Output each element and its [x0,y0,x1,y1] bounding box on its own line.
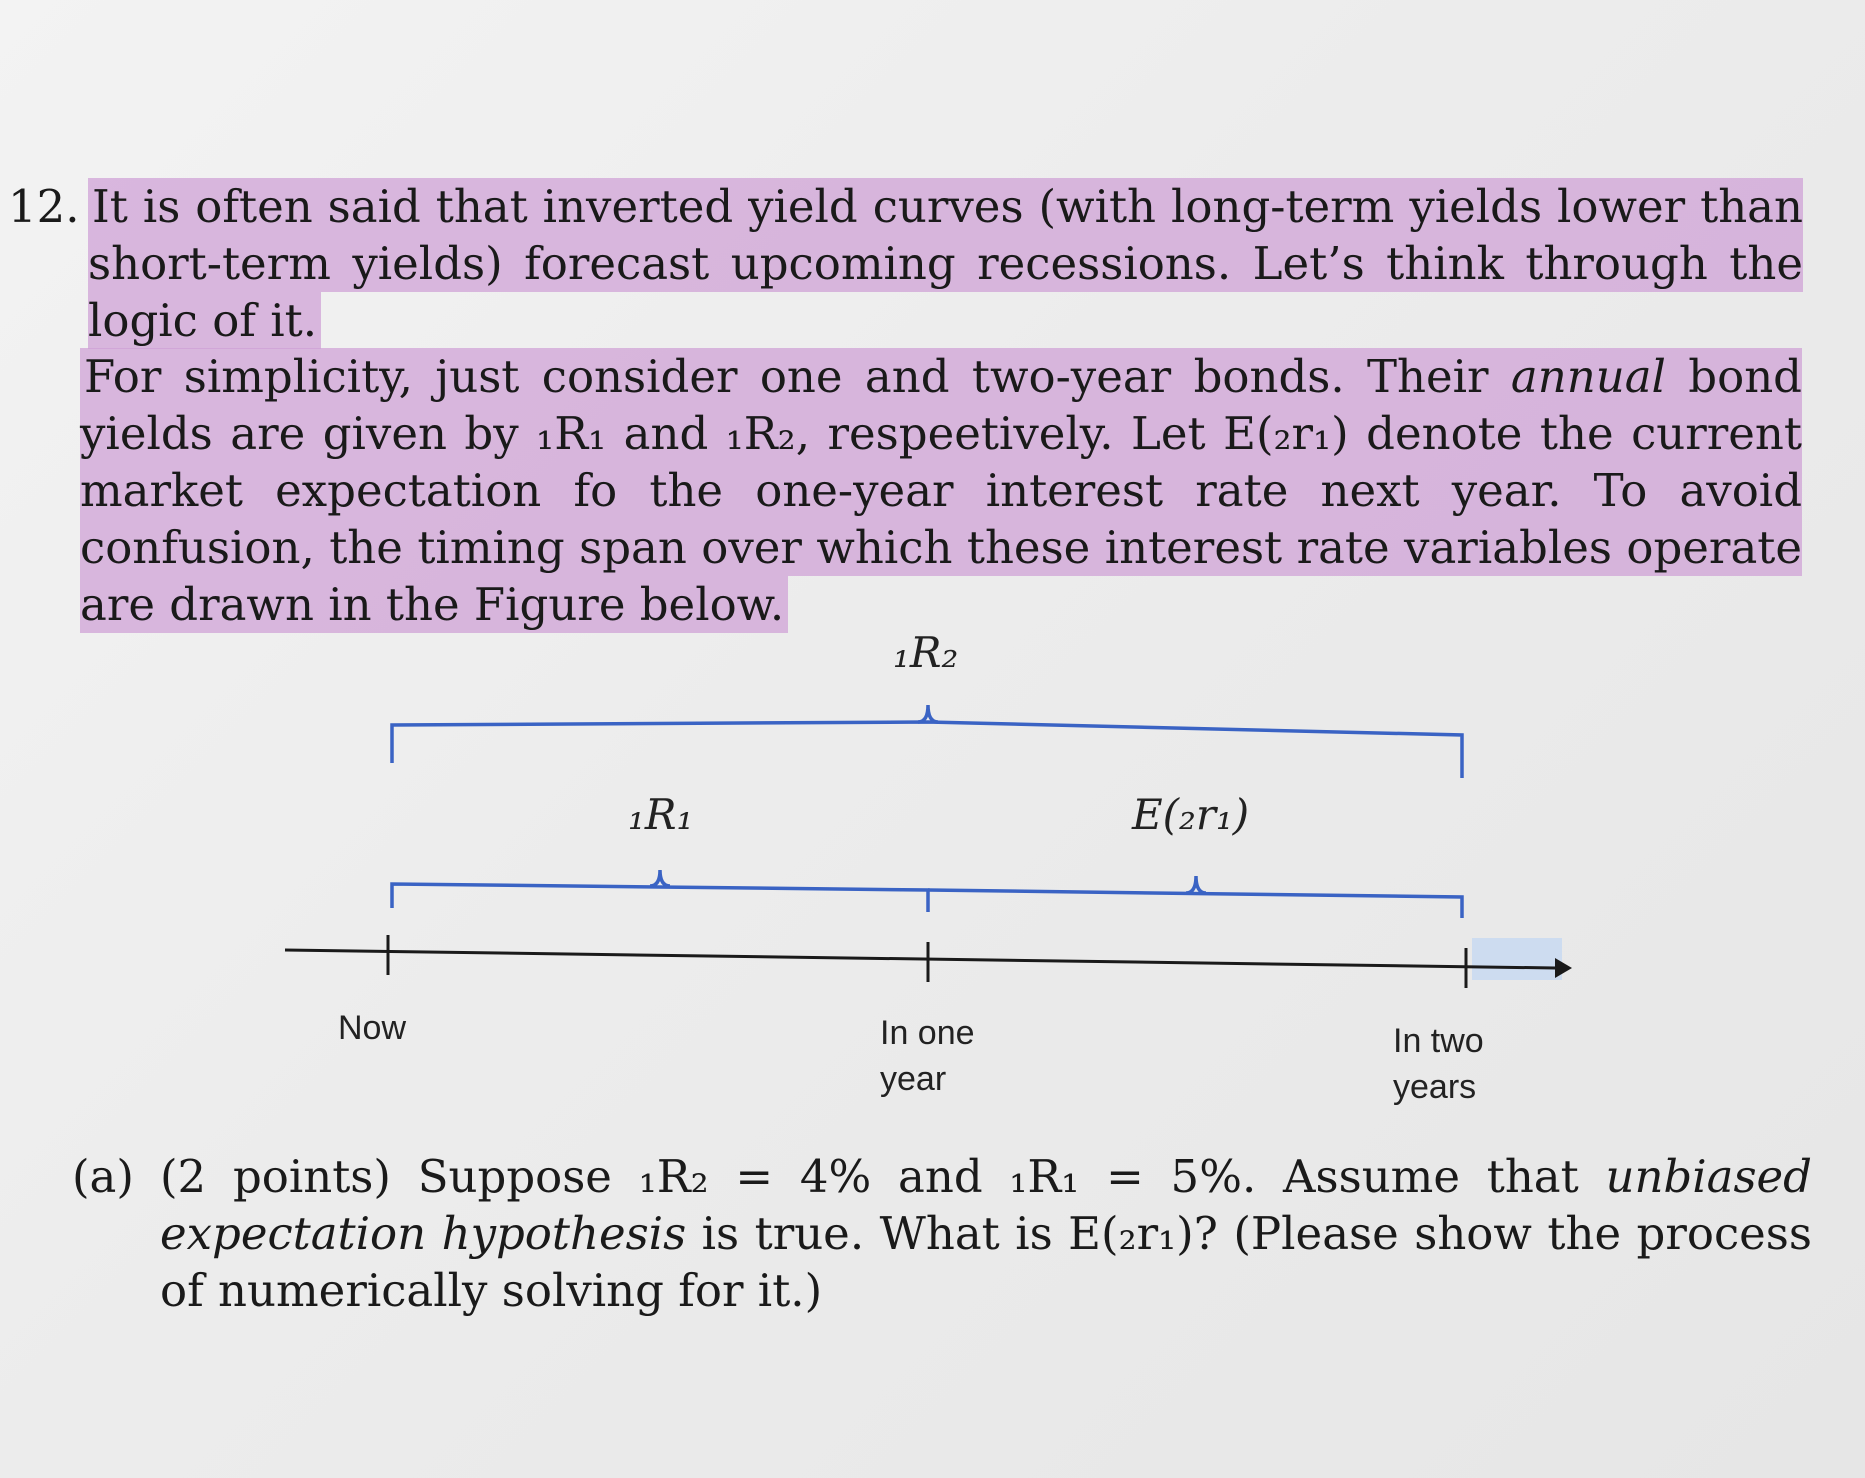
axis-highlight [1472,938,1562,980]
p2-text-b: bond yields are given by [80,350,1802,460]
label-in-one-line2: year [880,1060,947,1098]
part-a-text-1: (2 points) Suppose ₁R₂ = 4% and ₁R₁ = 5%. Assume that [160,1150,1606,1203]
p2-r1-inline: ₁R₁ [536,407,607,460]
p2-r2-inline: ₁R₂ [725,407,796,460]
part-a [72,1148,1812,1319]
label-in-two-line1: In two [1393,1022,1484,1060]
brace-r1-tip [650,870,670,886]
part-a-tag: (a) [72,1150,134,1203]
p2-text-e: denote the current market expectation fo the one-year interest rate next year. To avoid confusion, the timing span over which these interest rate variables operate are drawn in the Figure below. [80,407,1802,631]
brace-e-tip [1186,876,1206,893]
brace-r2 [392,722,1462,778]
brace-e [928,890,1462,918]
label-in-one-line1: In one [880,1014,975,1052]
intro-text: It is often said that inverted yield curves (with long-term yields lower than short-term yields) forecast upcoming recessions. Let’s think through the logic of it. [88,180,1803,347]
part-a-text-2: is true. What is E(₂r₁)? (Please show the process of numerically solving for it.) [160,1207,1812,1317]
label-in-one-year [880,1010,975,1102]
axis-arrowhead [1555,958,1572,978]
p2-text-c: and [606,407,726,460]
label-now: Now [338,1009,407,1047]
question-intro [88,178,1803,349]
label-in-two-years [1393,1018,1484,1110]
time-axis [285,950,1555,968]
part-a-body [160,1148,1812,1319]
question-number: 12. [8,180,80,233]
p2-annual: annual [1510,350,1666,403]
label-in-two-line2: years [1393,1068,1477,1106]
label-e2r1: E(₂r₁) [1132,790,1250,839]
label-r2: ₁R₂ [893,628,959,677]
brace-r1 [392,884,928,912]
part-a-text-emph: unbiased expectation hypothesis [160,1150,1812,1260]
label-r1: ₁R₁ [628,790,694,839]
p2-text-a: For simplicity, just consider one and two-year bonds. Their [84,350,1511,403]
brace-r2-tip [918,705,938,722]
question-paragraph-2 [80,348,1802,633]
p2-text-d: , respeetively. Let [795,407,1224,460]
p2-e-inline: E(₂r₁) [1223,407,1349,460]
